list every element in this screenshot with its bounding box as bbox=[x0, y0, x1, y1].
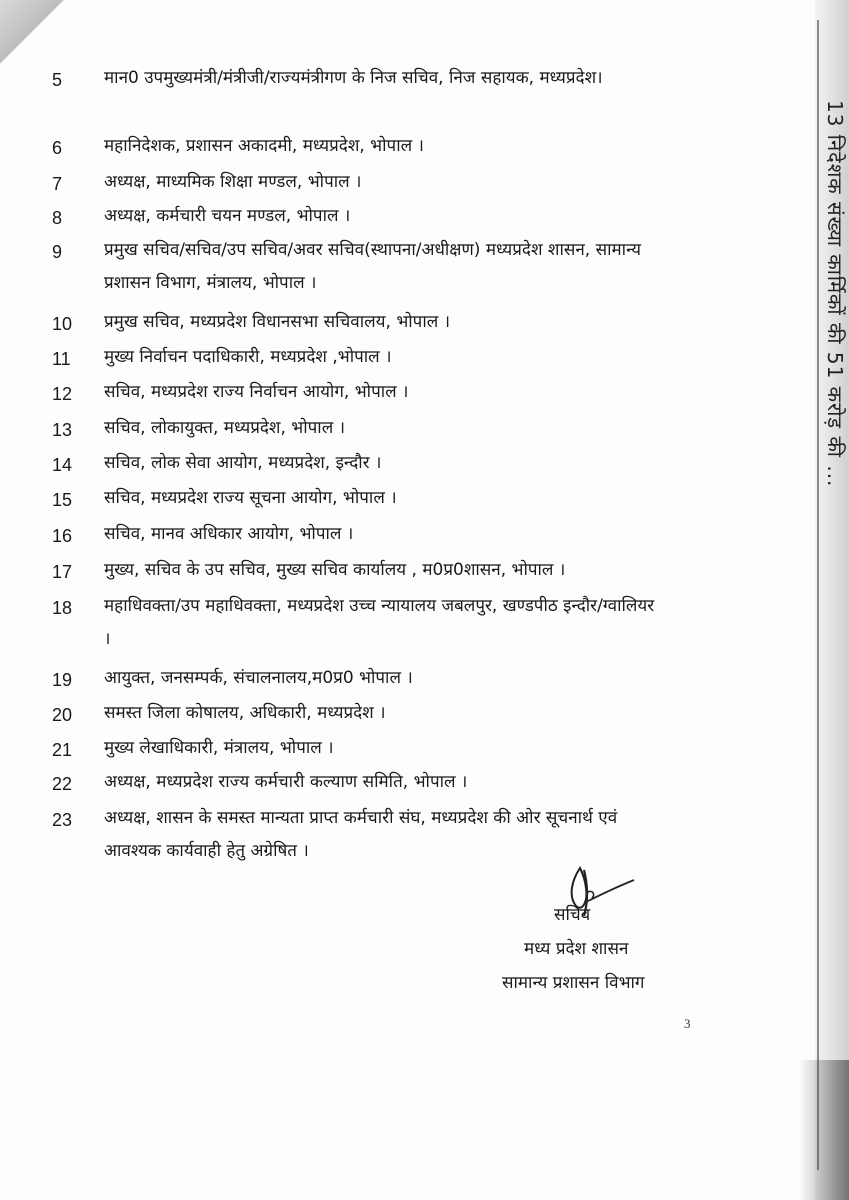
item-text: समस्त जिला कोषालय, अधिकारी, मध्यप्रदेश । bbox=[104, 703, 386, 723]
item-number: 17 bbox=[52, 562, 73, 582]
item-text: मुख्य निर्वाचन पदाधिकारी, मध्यप्रदेश ,भोपाल । bbox=[104, 347, 392, 367]
item-number: 9 bbox=[52, 242, 63, 262]
scan-corner-fold bbox=[0, 0, 70, 70]
item-number: 20 bbox=[52, 705, 73, 725]
item-number: 14 bbox=[52, 455, 73, 475]
item-number: 19 bbox=[52, 670, 73, 690]
item-number: 12 bbox=[52, 384, 73, 404]
item-text: सचिव, मध्यप्रदेश राज्य सूचना आयोग, भोपाल । bbox=[104, 488, 397, 508]
item-text: अध्यक्ष, शासन के समस्त मान्यता प्राप्त कर्मचारी संघ, मध्यप्रदेश की ओर सूचनार्थ एवं आवश्यक कार्यवाही हेतु अग्रेषित । bbox=[104, 808, 618, 861]
scan-shadow bbox=[799, 1060, 849, 1200]
item-text: प्रमुख सचिव/सचिव/उप सचिव/अवर सचिव(स्थापना/अधीक्षण) मध्यप्रदेश शासन, सामान्य प्रशासन विभाग, मंत्रालय, भोपाल । bbox=[104, 240, 641, 293]
spine-text: 13 निदेशक संख्या कार्मिकों की 51 करोड़ की ... bbox=[823, 100, 847, 488]
item-text: प्रमुख सचिव, मध्यप्रदेश विधानसभा सचिवालय, भोपाल । bbox=[104, 312, 451, 332]
item-text: महाधिवक्ता/उप महाधिवक्ता, मध्यप्रदेश उच्च न्यायालय जबलपुर, खण्डपीठ इन्दौर/ग्वालियर । bbox=[104, 596, 655, 649]
item-number: 23 bbox=[52, 810, 73, 830]
item-text: सचिव, मानव अधिकार आयोग, भोपाल । bbox=[104, 524, 354, 544]
item-text: आयुक्त, जनसम्पर्क, संचालनालय,म0प्र0 भोपाल । bbox=[104, 668, 413, 688]
page-number: 3 bbox=[684, 1016, 691, 1031]
item-text: सचिव, लोक सेवा आयोग, मध्यप्रदेश, इन्दौर । bbox=[104, 453, 382, 473]
item-text: अध्यक्ष, माध्यमिक शिक्षा मण्डल, भोपाल । bbox=[104, 172, 362, 192]
item-text: महानिदेशक, प्रशासन अकादमी, मध्यप्रदेश, भोपाल । bbox=[104, 136, 424, 156]
item-number: 5 bbox=[52, 70, 63, 90]
item-number: 16 bbox=[52, 526, 73, 546]
item-text: मान0 उपमुख्यमंत्री/मंत्रीजी/राज्यमंत्रीगण के निज सचिव, निज सहायक, मध्यप्रदेश। bbox=[104, 68, 603, 88]
item-number: 7 bbox=[52, 174, 63, 194]
signatory-government: मध्य प्रदेश शासन bbox=[524, 939, 629, 959]
item-text: अध्यक्ष, कर्मचारी चयन मण्डल, भोपाल । bbox=[104, 206, 351, 226]
item-number: 13 bbox=[52, 420, 73, 440]
item-text: मुख्य, सचिव के उप सचिव, मुख्य सचिव कार्यालय , म0प्र0शासन, भोपाल । bbox=[104, 560, 566, 580]
item-number: 18 bbox=[52, 598, 73, 618]
item-text: मुख्य लेखाधिकारी, मंत्रालय, भोपाल । bbox=[104, 738, 334, 758]
item-number: 6 bbox=[52, 138, 63, 158]
item-number: 8 bbox=[52, 208, 63, 228]
signature-block bbox=[480, 860, 740, 1000]
item-number: 22 bbox=[52, 774, 73, 794]
item-text: सचिव, लोकायुक्त, मध्यप्रदेश, भोपाल । bbox=[104, 418, 346, 438]
item-number: 15 bbox=[52, 490, 73, 510]
item-number: 21 bbox=[52, 740, 73, 760]
item-text: अध्यक्ष, मध्यप्रदेश राज्य कर्मचारी कल्याण समिति, भोपाल । bbox=[104, 772, 468, 792]
item-text: सचिव, मध्यप्रदेश राज्य निर्वाचन आयोग, भोपाल । bbox=[104, 382, 409, 402]
signatory-department: सामान्य प्रशासन विभाग bbox=[502, 973, 645, 993]
item-number: 11 bbox=[52, 349, 71, 369]
signatory-title: सचिव bbox=[554, 905, 591, 925]
item-number: 10 bbox=[52, 314, 73, 334]
